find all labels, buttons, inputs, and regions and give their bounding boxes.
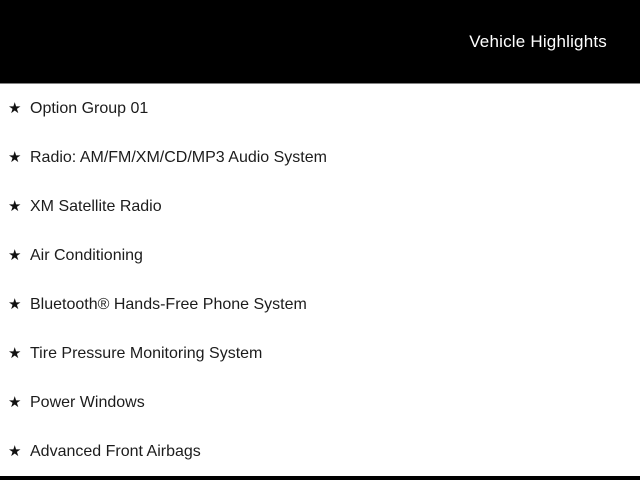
- list-item: [0, 182, 640, 231]
- list-item-label: XM Satellite Radio: [30, 197, 162, 215]
- list-item: [0, 280, 640, 329]
- list-item-label: Power Windows: [30, 393, 145, 411]
- list-item-label: Air Conditioning: [30, 246, 143, 264]
- star-icon: ★: [8, 345, 22, 362]
- list-item-label: Radio: AM/FM/XM/CD/MP3 Audio System: [30, 148, 327, 166]
- list-item: [0, 133, 640, 182]
- star-icon: ★: [8, 394, 22, 411]
- star-icon: ★: [8, 100, 22, 117]
- list-item-label: Bluetooth® Hands-Free Phone System: [30, 295, 307, 313]
- list-item-label: Advanced Front Airbags: [30, 442, 201, 460]
- list-item: [0, 84, 640, 133]
- list-item-label: Tire Pressure Monitoring System: [30, 344, 263, 362]
- highlights-list: [0, 84, 640, 476]
- star-icon: ★: [8, 198, 22, 215]
- list-item: [0, 427, 640, 476]
- list-item: [0, 378, 640, 427]
- list-item: [0, 329, 640, 378]
- page-title: Vehicle Highlights: [469, 32, 607, 51]
- list-item-label: Option Group 01: [30, 99, 149, 117]
- star-icon: ★: [8, 296, 22, 313]
- footer-bar: [0, 476, 640, 480]
- star-icon: ★: [8, 247, 22, 264]
- list-item: [0, 231, 640, 280]
- header-bar: [0, 0, 640, 84]
- star-icon: ★: [8, 443, 22, 460]
- star-icon: ★: [8, 149, 22, 166]
